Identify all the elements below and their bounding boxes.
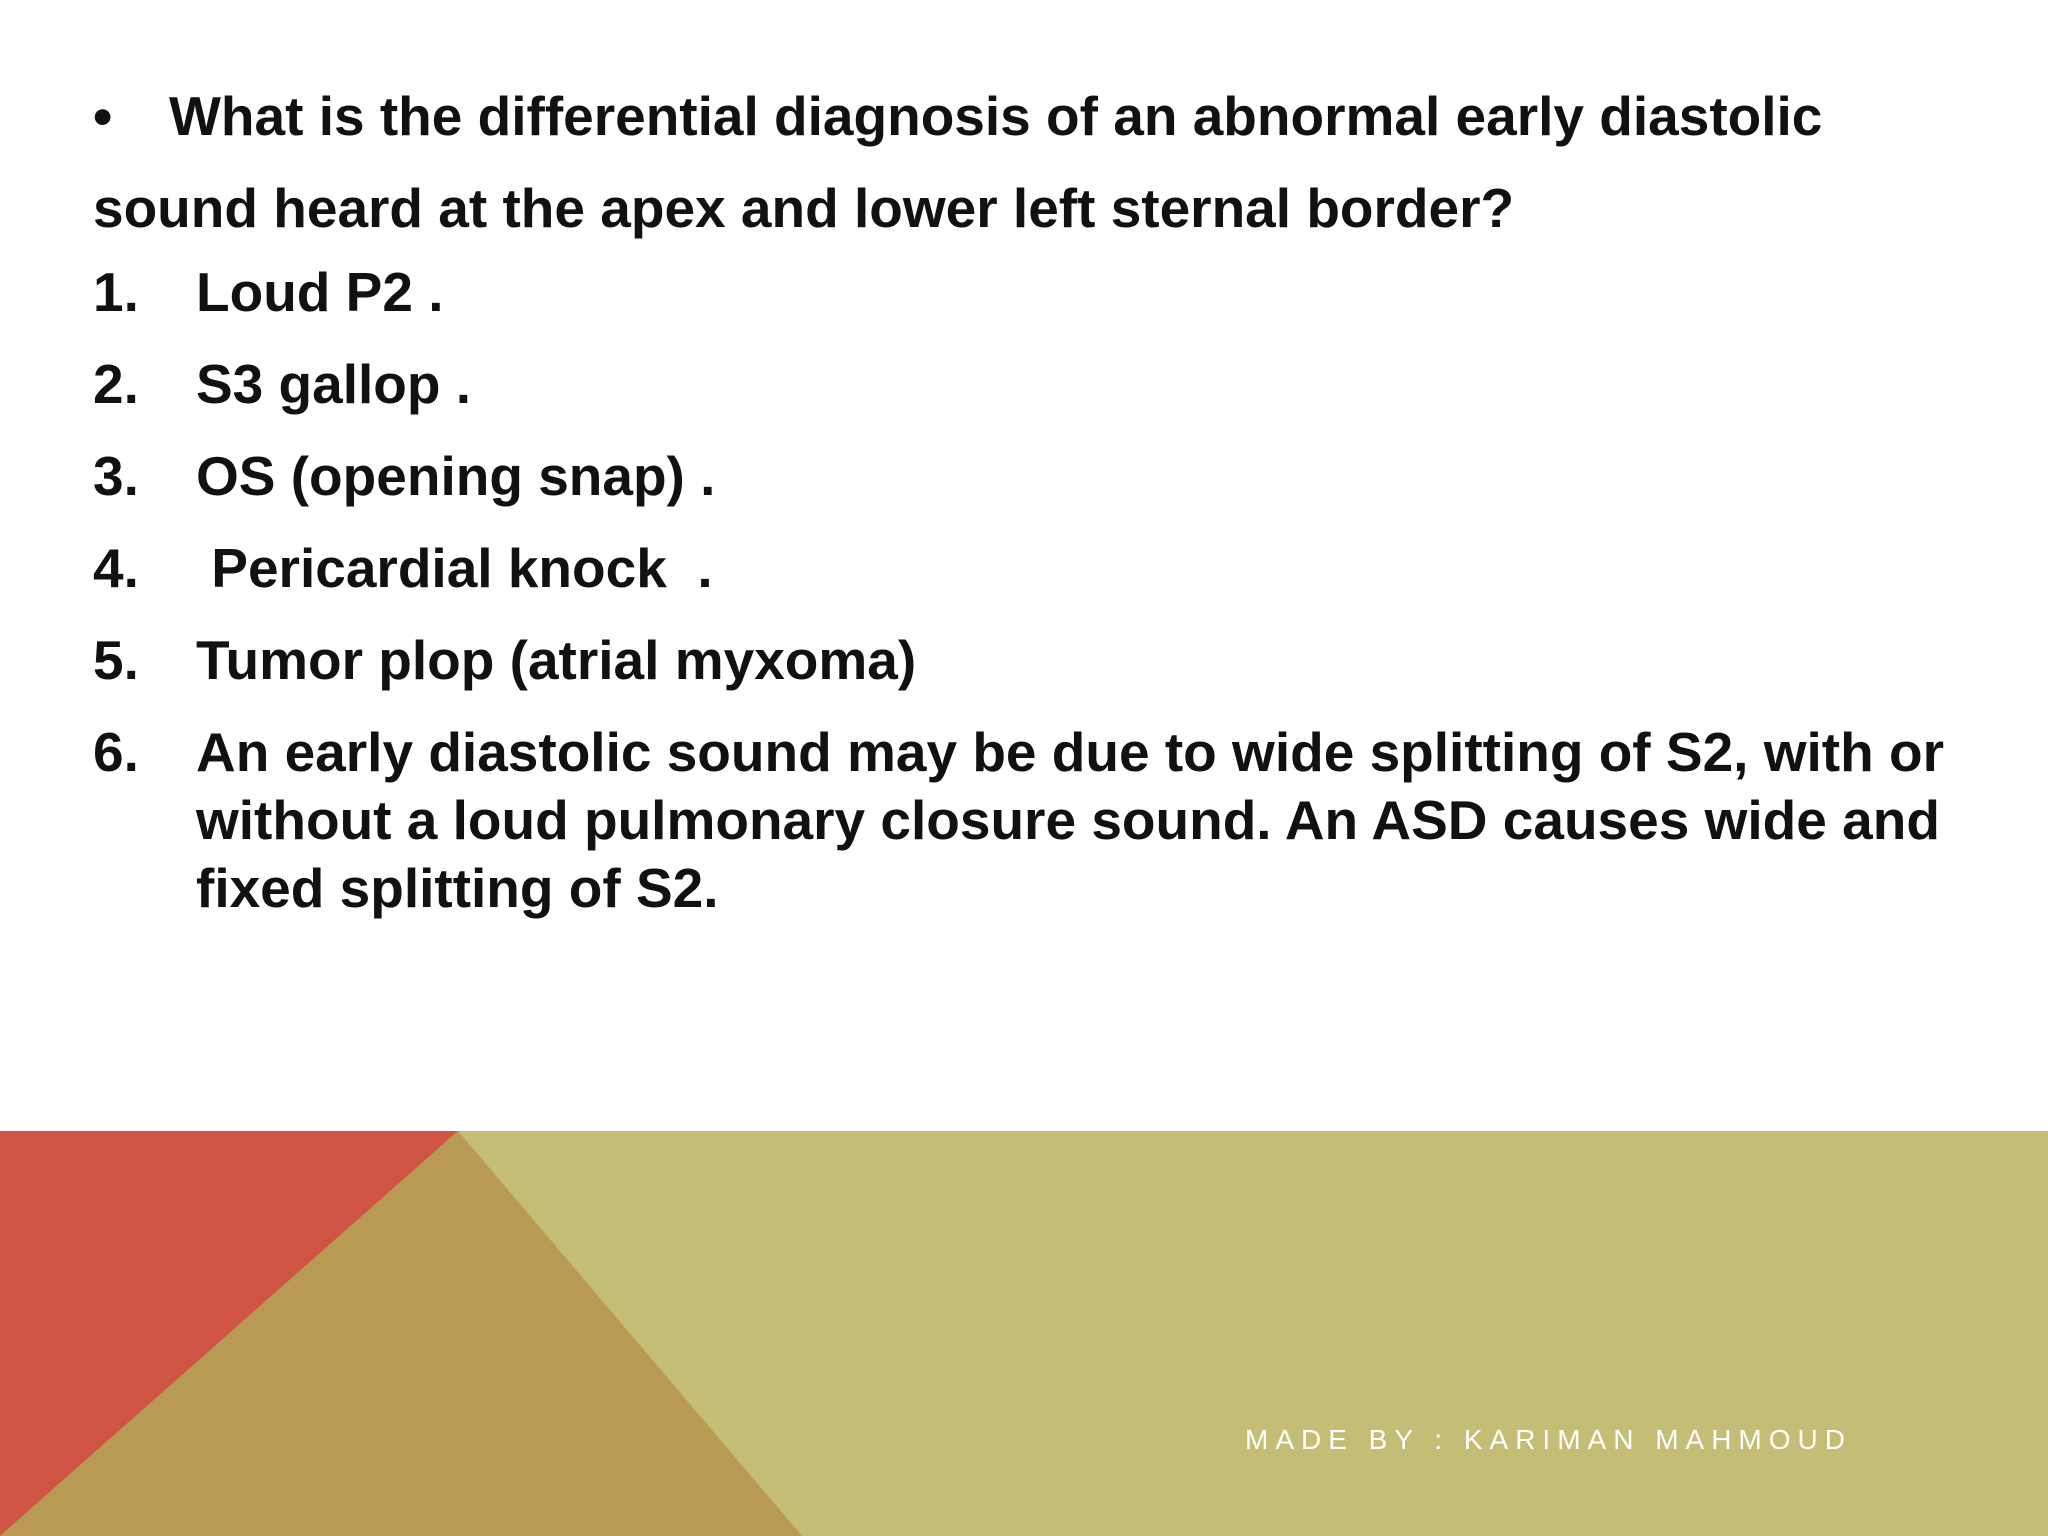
- footer-band: [0, 1131, 2048, 1536]
- list-item-text: OS (opening snap) .: [196, 445, 716, 507]
- differential-list: [93, 258, 1993, 922]
- list-item-number: 4.: [93, 537, 139, 599]
- list-item-text: Tumor plop (atrial myxoma): [196, 629, 917, 691]
- list-item: [93, 258, 1993, 326]
- author-credit: MADE BY : KARIMAN MAHMOUD: [1245, 1424, 1852, 1455]
- list-item-text: Pericardial knock .: [196, 537, 713, 599]
- list-item-number: 3.: [93, 445, 139, 507]
- list-item: [93, 718, 1993, 922]
- list-item: [93, 350, 1993, 418]
- list-item-text: S3 gallop .: [196, 353, 472, 415]
- list-item: [93, 442, 1993, 510]
- question: [93, 70, 1993, 254]
- list-item: [93, 534, 1993, 602]
- list-item-number: 2.: [93, 353, 139, 415]
- list-item-number: 6.: [93, 721, 139, 783]
- slide-content: [93, 70, 1993, 922]
- list-item-text: An early diastolic sound may be due to wide splitting of S2, with or without a loud pulmonary closure sound. An ASD causes wide and fixed splitting of S2.: [196, 721, 1944, 919]
- list-item-text: Loud P2 .: [196, 261, 444, 323]
- footer-decoration: [0, 1131, 2048, 1536]
- list-item-number: 1.: [93, 261, 139, 323]
- list-item: [93, 626, 1993, 694]
- list-item-number: 5.: [93, 629, 139, 691]
- bullet-marker: •: [93, 85, 113, 147]
- question-text: What is the differential diagnosis of an abnormal early diastolic sound heard at the apex and lower left sternal border?: [93, 85, 1823, 239]
